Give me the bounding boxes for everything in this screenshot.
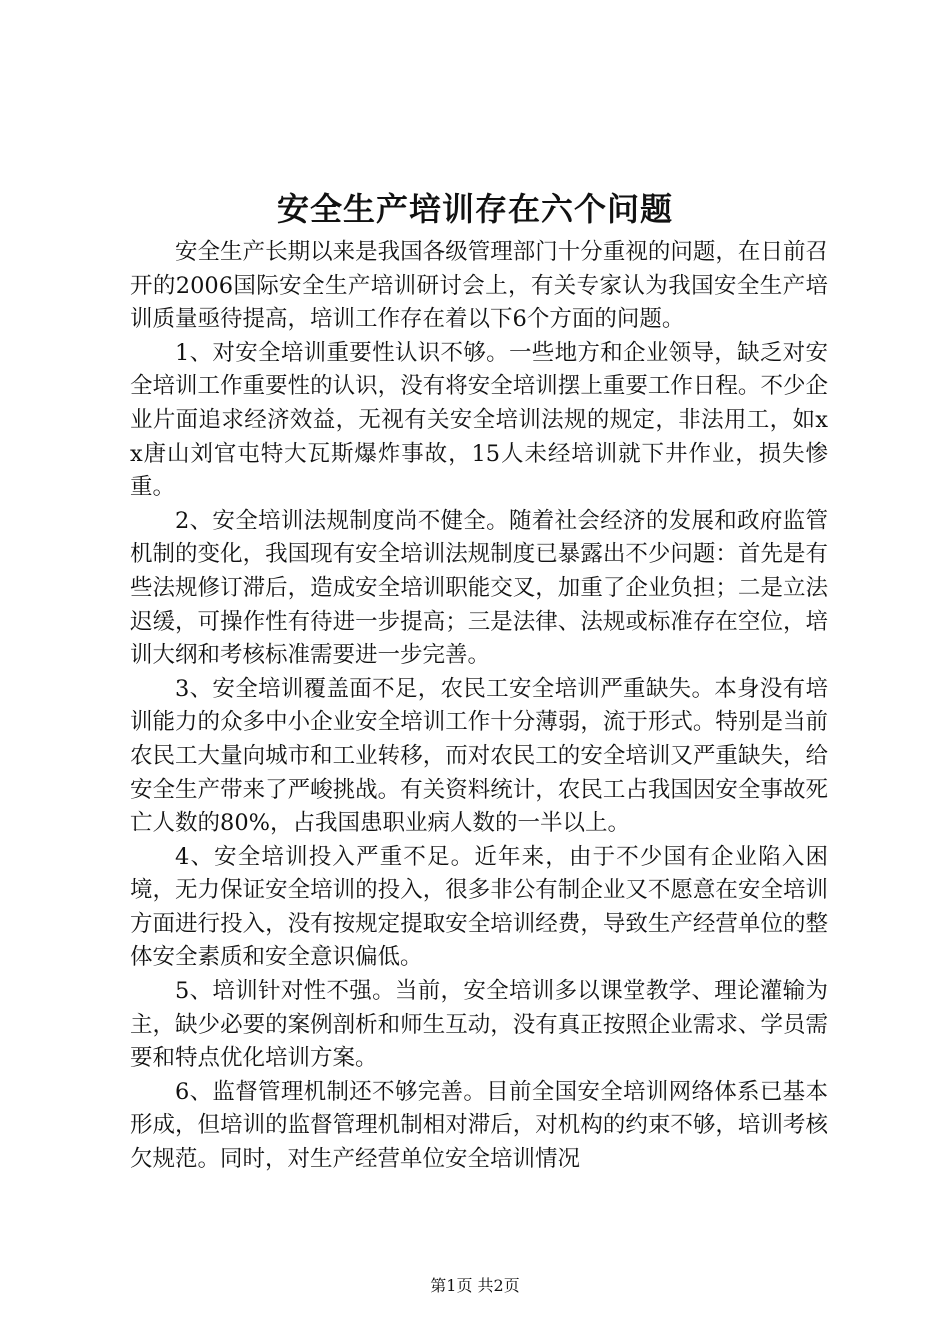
intro-paragraph: 安全生产长期以来是我国各级管理部门十分重视的问题，在日前召开的2006国际安全生产培训研讨会上，有关专家认为我国安全生产培训质量亟待提高，培训工作存在着以下6个方面的问题。 — [130, 239, 828, 333]
issue-paragraph-5: 5、培训针对性不强。当前，安全培训多以课堂教学、理论灌输为主，缺少必要的案例剖析和师生互动，没有真正按照企业需求、学员需要和特点优化培训方案。 — [130, 978, 828, 1072]
document-title: 安全生产培训存在六个问题 — [276, 190, 673, 228]
issue-paragraph-3: 3、安全培训覆盖面不足，农民工安全培训严重缺失。本身没有培训能力的众多中小企业安全培训工作十分薄弱，流于形式。特别是当前农民工大量向城市和工业转移，而对农民工的安全培训又严重缺失，给安全生产带来了严峻挑战。有关资料统计，农民工占我国因安全事故死亡人数的80%，占我国患职业病人数的一半以上。 — [130, 675, 828, 837]
page-number-footer: 第1页 共2页 — [430, 1276, 520, 1295]
issue-paragraph-1: 1、对安全培训重要性认识不够。一些地方和企业领导，缺乏对安全培训工作重要性的认识，没有将安全培训摆上重要工作日程。不少企业片面追求经济效益，无视有关安全培训法规的规定，非法用工，如xx唐山刘官屯特大瓦斯爆炸事故，15人未经培训就下井作业，损失惨重。 — [130, 339, 828, 501]
issue-paragraph-4: 4、安全培训投入严重不足。近年来，由于不少国有企业陷入困境，无力保证安全培训的投入，很多非公有制企业又不愿意在安全培训方面进行投入，没有按规定提取安全培训经费，导致生产经营单位的整体安全素质和安全意识偏低。 — [130, 843, 828, 971]
issue-paragraph-6: 6、监督管理机制还不够完善。目前全国安全培训网络体系已基本形成，但培训的监督管理机制相对滞后，对机构的约束不够，培训考核欠规范。同时，对生产经营单位安全培训情况 — [130, 1078, 828, 1173]
issue-paragraph-2: 2、安全培训法规制度尚不健全。随着社会经济的发展和政府监管机制的变化，我国现有安全培训法规制度已暴露出不少问题：首先是有些法规修订滞后，造成安全培训职能交叉，加重了企业负担；二是立法迟缓，可操作性有待进一步提高；三是法律、法规或标准存在空位，培训大纲和考核标准需要进一步完善。 — [130, 507, 828, 669]
document-body — [130, 236, 828, 1177]
